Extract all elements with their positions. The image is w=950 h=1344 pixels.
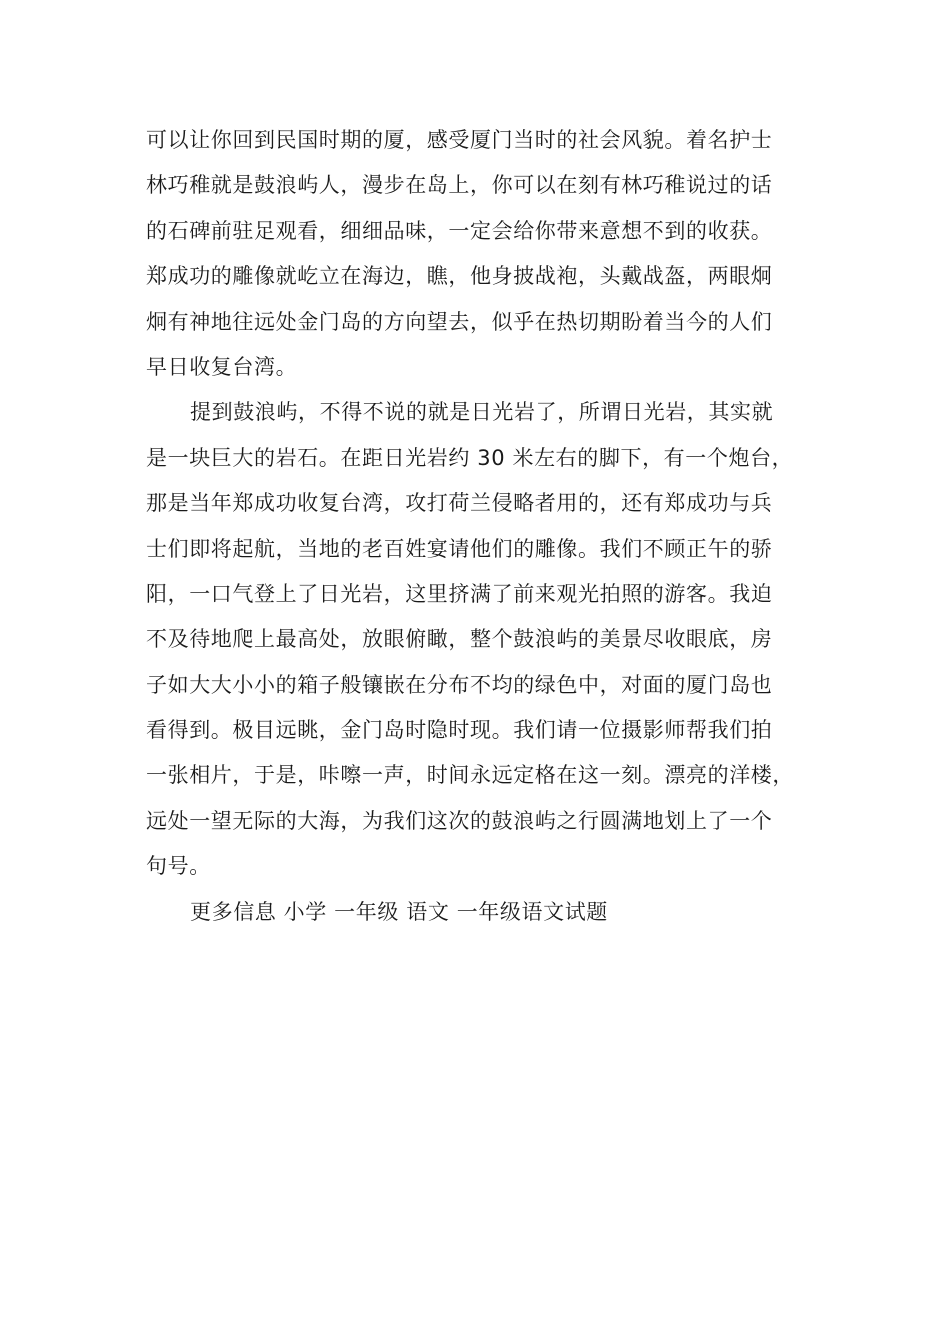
text-line: 炯有神地往远处金门岛的方向望去，似乎在热切期盼着当今的人们 xyxy=(146,309,773,334)
text-line: 林巧稚就是鼓浪屿人，漫步在岛上，你可以在刻有林巧稚说过的话 xyxy=(146,173,773,198)
more-info-line[interactable]: 更多信息 小学 一年级 语文 一年级语文试题 xyxy=(190,899,608,924)
paragraph-1 xyxy=(146,118,826,390)
text-line: 一张相片，于是，咔嚓一声，时间永远定格在这一刻。漂亮的洋楼， xyxy=(146,763,794,788)
text-line: 提到鼓浪屿，不得不说的就是日光岩了，所谓日光岩，其实就 xyxy=(190,400,774,425)
text-line: 早日收复台湾。 xyxy=(146,354,298,379)
article-body xyxy=(146,118,826,935)
paragraph-2 xyxy=(146,390,826,889)
text-line: 不及待地爬上最高处，放眼俯瞰，整个鼓浪屿的美景尽收眼底，房 xyxy=(146,627,773,652)
text-line: 看得到。极目远眺，金门岛时隐时现。我们请一位摄影师帮我们拍 xyxy=(146,718,773,743)
more-info-links xyxy=(146,890,826,935)
text-line: 可以让你回到民国时期的厦，感受厦门当时的社会风貌。着名护士 xyxy=(146,128,773,152)
text-line: 士们即将起航，当地的老百姓宴请他们的雕像。我们不顾正午的骄 xyxy=(146,536,773,561)
text-line: 那是当年郑成功收复台湾，攻打荷兰侵略者用的，还有郑成功与兵 xyxy=(146,491,773,516)
text-line: 是一块巨大的岩石。在距日光岩约 30 米左右的脚下，有一个炮台， xyxy=(146,445,794,470)
text-line: 阳，一口气登上了日光岩，这里挤满了前来观光拍照的游客。我迫 xyxy=(146,581,773,606)
text-line: 子如大大小小的箱子般镶嵌在分布不均的绿色中，对面的厦门岛也 xyxy=(146,672,773,697)
text-line: 的石碑前驻足观看，细细品味，一定会给你带来意想不到的收获。 xyxy=(146,218,773,243)
text-line: 郑成功的雕像就屹立在海边，瞧，他身披战袍，头戴战盔，两眼炯 xyxy=(146,264,773,289)
text-line: 句号。 xyxy=(146,854,211,879)
text-line: 远处一望无际的大海，为我们这次的鼓浪屿之行圆满地划上了一个 xyxy=(146,808,773,833)
